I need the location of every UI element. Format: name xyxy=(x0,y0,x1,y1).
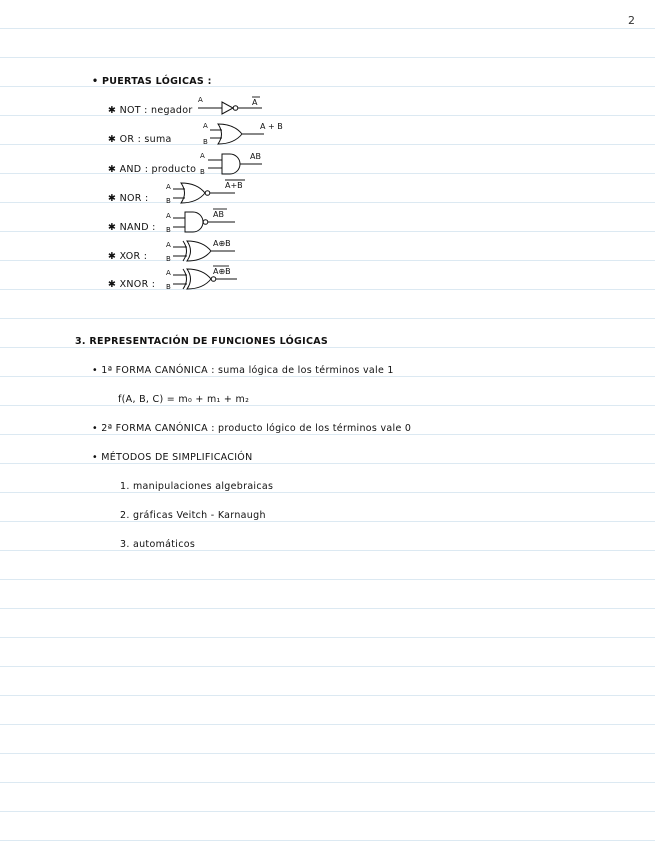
svg-text:B: B xyxy=(166,283,171,291)
gate-label-not: ✱ NOT : negador xyxy=(108,105,193,116)
gate-output-and: AB xyxy=(250,152,261,161)
gate-label-and: ✱ AND : producto xyxy=(108,164,197,175)
gate-label-xnor: ✱ XNOR : xyxy=(108,279,156,290)
svg-text:A: A xyxy=(200,152,205,160)
page-number: 2 xyxy=(628,14,635,27)
svg-text:A: A xyxy=(166,241,171,249)
xor-gate-symbol xyxy=(165,237,275,263)
second-canonical-form: • 2ª FORMA CANÓNICA : producto lógico de los términos vale 0 xyxy=(92,423,412,434)
xnor-gate-symbol xyxy=(165,265,275,291)
svg-text:A: A xyxy=(166,183,171,191)
svg-text:B: B xyxy=(166,226,171,234)
section3-heading: 3. REPRESENTACIÓN DE FUNCIONES LÓGICAS xyxy=(75,336,329,347)
svg-text:A: A xyxy=(166,269,171,277)
gates-title: • PUERTAS LÓGICAS : xyxy=(92,76,212,87)
or-gate-symbol xyxy=(200,120,310,146)
gate-label-nand: ✱ NAND : xyxy=(108,222,156,233)
gate-output-not: A xyxy=(252,98,258,107)
gate-label-xor: ✱ XOR : xyxy=(108,251,148,262)
canonical-formula: f(A, B, C) = m₀ + m₁ + m₂ xyxy=(118,394,250,405)
nand-gate-symbol xyxy=(165,208,275,234)
svg-text:B: B xyxy=(203,138,208,146)
method-item: 3. automáticos xyxy=(120,539,196,550)
gate-output-xnor: A⊕B xyxy=(213,267,231,276)
gate-output-nor: A+B xyxy=(225,181,243,190)
and-gate-symbol xyxy=(200,150,310,176)
gate-output-or: A + B xyxy=(260,122,283,131)
gate-label-or: ✱ OR : suma xyxy=(108,134,172,145)
methods-title: • MÉTODOS DE SIMPLIFICACIÓN xyxy=(92,452,253,463)
method-item: 2. gráficas Veitch - Karnaugh xyxy=(120,510,266,521)
first-canonical-form: • 1ª FORMA CANÓNICA : suma lógica de los términos vale 1 xyxy=(92,365,394,376)
not-gate-symbol xyxy=(196,94,306,120)
gate-output-xor: A⊕B xyxy=(213,239,231,248)
svg-text:B: B xyxy=(200,168,205,176)
svg-text:B: B xyxy=(166,197,171,205)
svg-text:A: A xyxy=(166,212,171,220)
gate-input-a: A xyxy=(198,96,203,104)
method-item: 1. manipulaciones algebraicas xyxy=(120,481,274,492)
gate-label-nor: ✱ NOR : xyxy=(108,193,149,204)
nor-gate-symbol xyxy=(165,179,275,205)
gate-output-nand: AB xyxy=(213,210,224,219)
svg-text:B: B xyxy=(166,255,171,263)
svg-text:A: A xyxy=(203,122,208,130)
